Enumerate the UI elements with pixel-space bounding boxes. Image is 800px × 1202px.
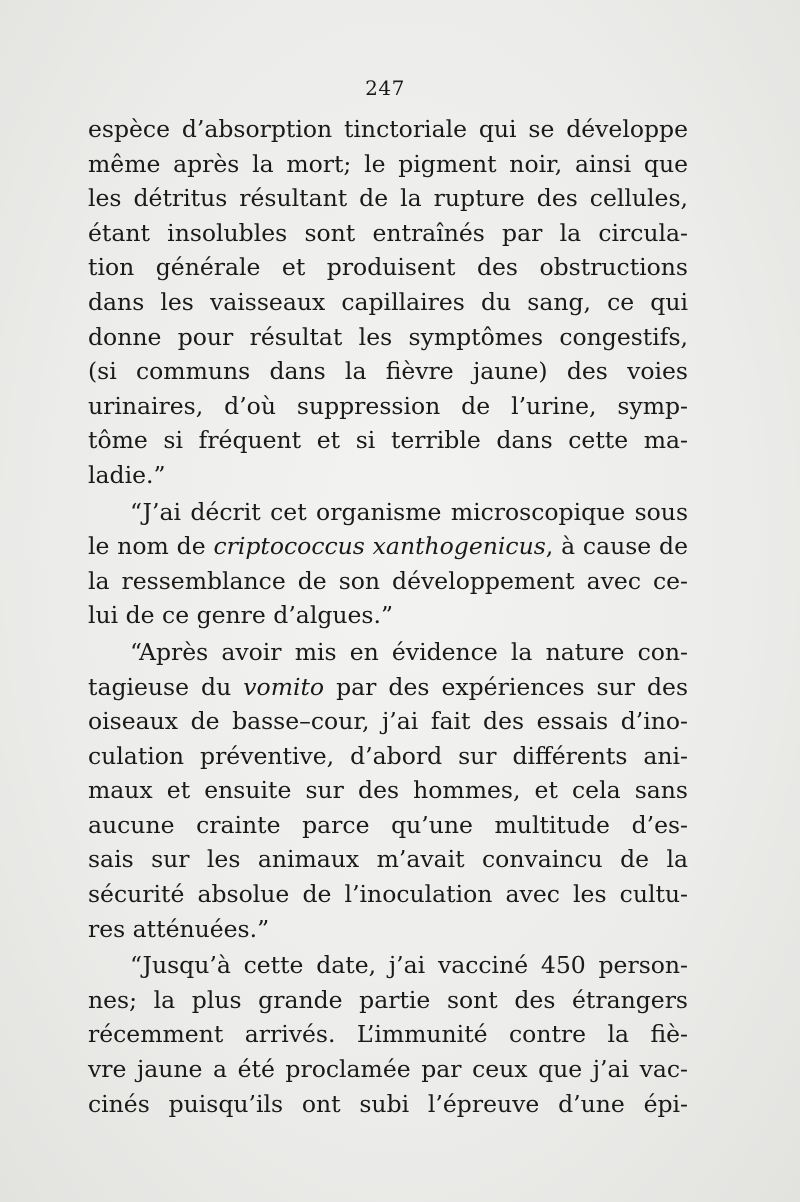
- text-line: res atténuées.”: [88, 914, 270, 943]
- text-line: sais sur les animaux m’avait convaincu de la: [88, 845, 688, 874]
- paragraph: [88, 635, 688, 946]
- text-line: ladie.”: [88, 460, 166, 489]
- text-line: vre jaune a été proclamée par ceux que j’ai vac-: [88, 1055, 688, 1084]
- text-line: “J’ai décrit cet organisme microscopique sous: [130, 497, 688, 526]
- paragraph: [88, 112, 688, 493]
- text-line: aucune crainte parce qu’une multitude d’es-: [88, 810, 688, 839]
- page-number: 247: [365, 76, 405, 100]
- text-line: maux et ensuite sur des hommes, et cela sans: [88, 776, 688, 805]
- text-line: le nom de criptococcus xanthogenicus, à cause de: [88, 532, 688, 561]
- text-line: culation préventive, d’abord sur différents ani-: [88, 741, 688, 770]
- text-line: sécurité absolue de l’inoculation avec les cultu-: [88, 880, 688, 909]
- text-line: tôme si fréquent et si terrible dans cette ma-: [88, 426, 688, 455]
- text-line: oiseaux de basse–cour, j’ai fait des essais d’ino-: [88, 707, 688, 736]
- text-line: la ressemblance de son développement avec ce-: [88, 566, 688, 595]
- text-line: récemment arrivés. L’immunité contre la fiè-: [88, 1020, 688, 1049]
- paragraph: [88, 495, 688, 633]
- text-line: espèce d’absorption tinctoriale qui se développe: [88, 115, 688, 143]
- italic-term: criptococcus xanthogenicus: [213, 532, 546, 561]
- text-line: “Jusqu’à cette date, j’ai vacciné 450 person-: [130, 951, 688, 980]
- text-line: dans les vaisseaux capillaires du sang, ce qui: [88, 287, 688, 316]
- text-line: les détritus résultant de la rupture des cellules,: [88, 184, 688, 213]
- body-text: [88, 112, 688, 1121]
- text-line: (si communs dans la fièvre jaune) des voies: [88, 357, 688, 386]
- text-line: cinés puisqu’ils ont subi l’épreuve d’une épi-: [88, 1089, 688, 1118]
- text-line: tagieuse du vomito par des expériences sur des: [88, 672, 689, 701]
- text-line: lui de ce genre d’algues.”: [88, 601, 393, 630]
- paragraph: [88, 948, 688, 1121]
- italic-term: vomito: [243, 672, 325, 701]
- text-line: “Après avoir mis en évidence la nature con-: [130, 637, 688, 666]
- text-line: même après la mort; le pigment noir, ainsi que: [88, 149, 688, 178]
- text-line: donne pour résultat les symptômes congestifs,: [88, 322, 688, 351]
- text-line: nes; la plus grande partie sont des étrangers: [88, 985, 688, 1014]
- text-line: tion générale et produisent des obstructions: [88, 253, 688, 282]
- text-line: urinaires, d’où suppression de l’urine, symp-: [88, 391, 688, 420]
- text-line: étant insolubles sont entraînés par la circula-: [88, 218, 688, 247]
